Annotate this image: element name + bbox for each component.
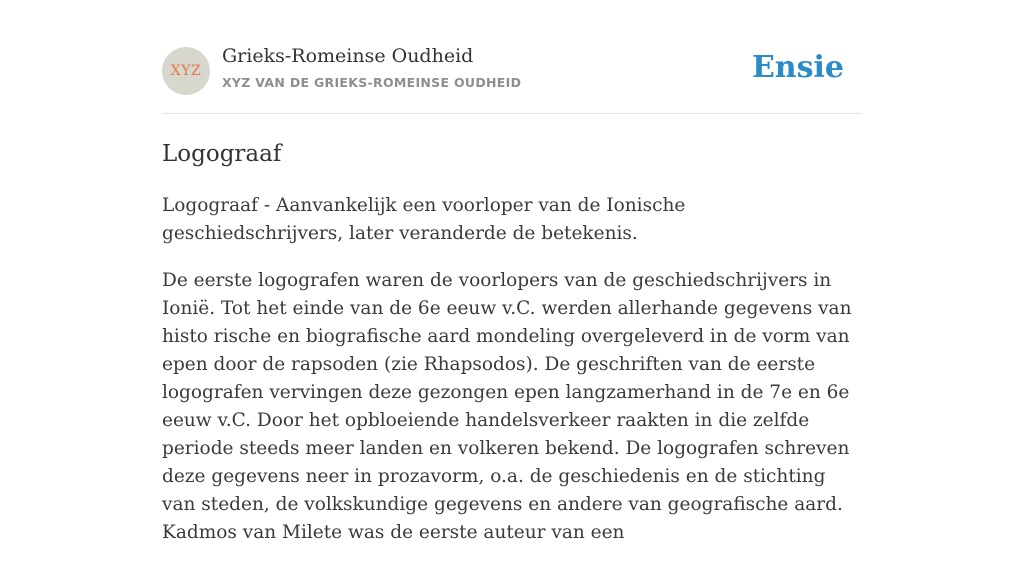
site-header — [162, 0, 862, 114]
article-paragraph: Logograaf - Aanvankelijk een voorloper van de Ionische geschiedschrijvers, later veranderde de betekenis. — [162, 195, 686, 244]
article-paragraph: De eerste logografen waren de voorlopers van de geschiedschrijvers in Ionië. Tot het einde van de 6e eeuw v.C. werden allerhande gegevens van histo rische en biografische aard mondeling overgeleverd in de vorm van epen door de rapsoden (zie Rhapsodos). De geschriften van de eerste logografen vervingen deze gezongen epen langzamerhand in de 7e en 6e eeuw v.C. Door het opbloeiende handelsverkeer raakten in die zelfde periode steeds meer landen en volkeren bekend. De logografen schreven deze gegevens neer in prozavorm, o.a. de geschiedenis en de stichting van steden, de volkskundige gegevens en andere van geografische aard. Kadmos van Milete was de eerste auteur van een — [162, 270, 852, 543]
page-title: Logograaf — [162, 141, 282, 167]
avatar[interactable]: XYZ — [162, 47, 210, 95]
ensie-logo[interactable]: Ensie — [751, 50, 844, 85]
article-body — [162, 192, 862, 547]
collection-subtitle: XYZ VAN DE GRIEKS-ROMEINSE OUDHEID — [222, 75, 522, 90]
content-column — [162, 0, 862, 566]
collection-title[interactable]: Grieks-Romeinse Oudheid — [222, 45, 474, 67]
